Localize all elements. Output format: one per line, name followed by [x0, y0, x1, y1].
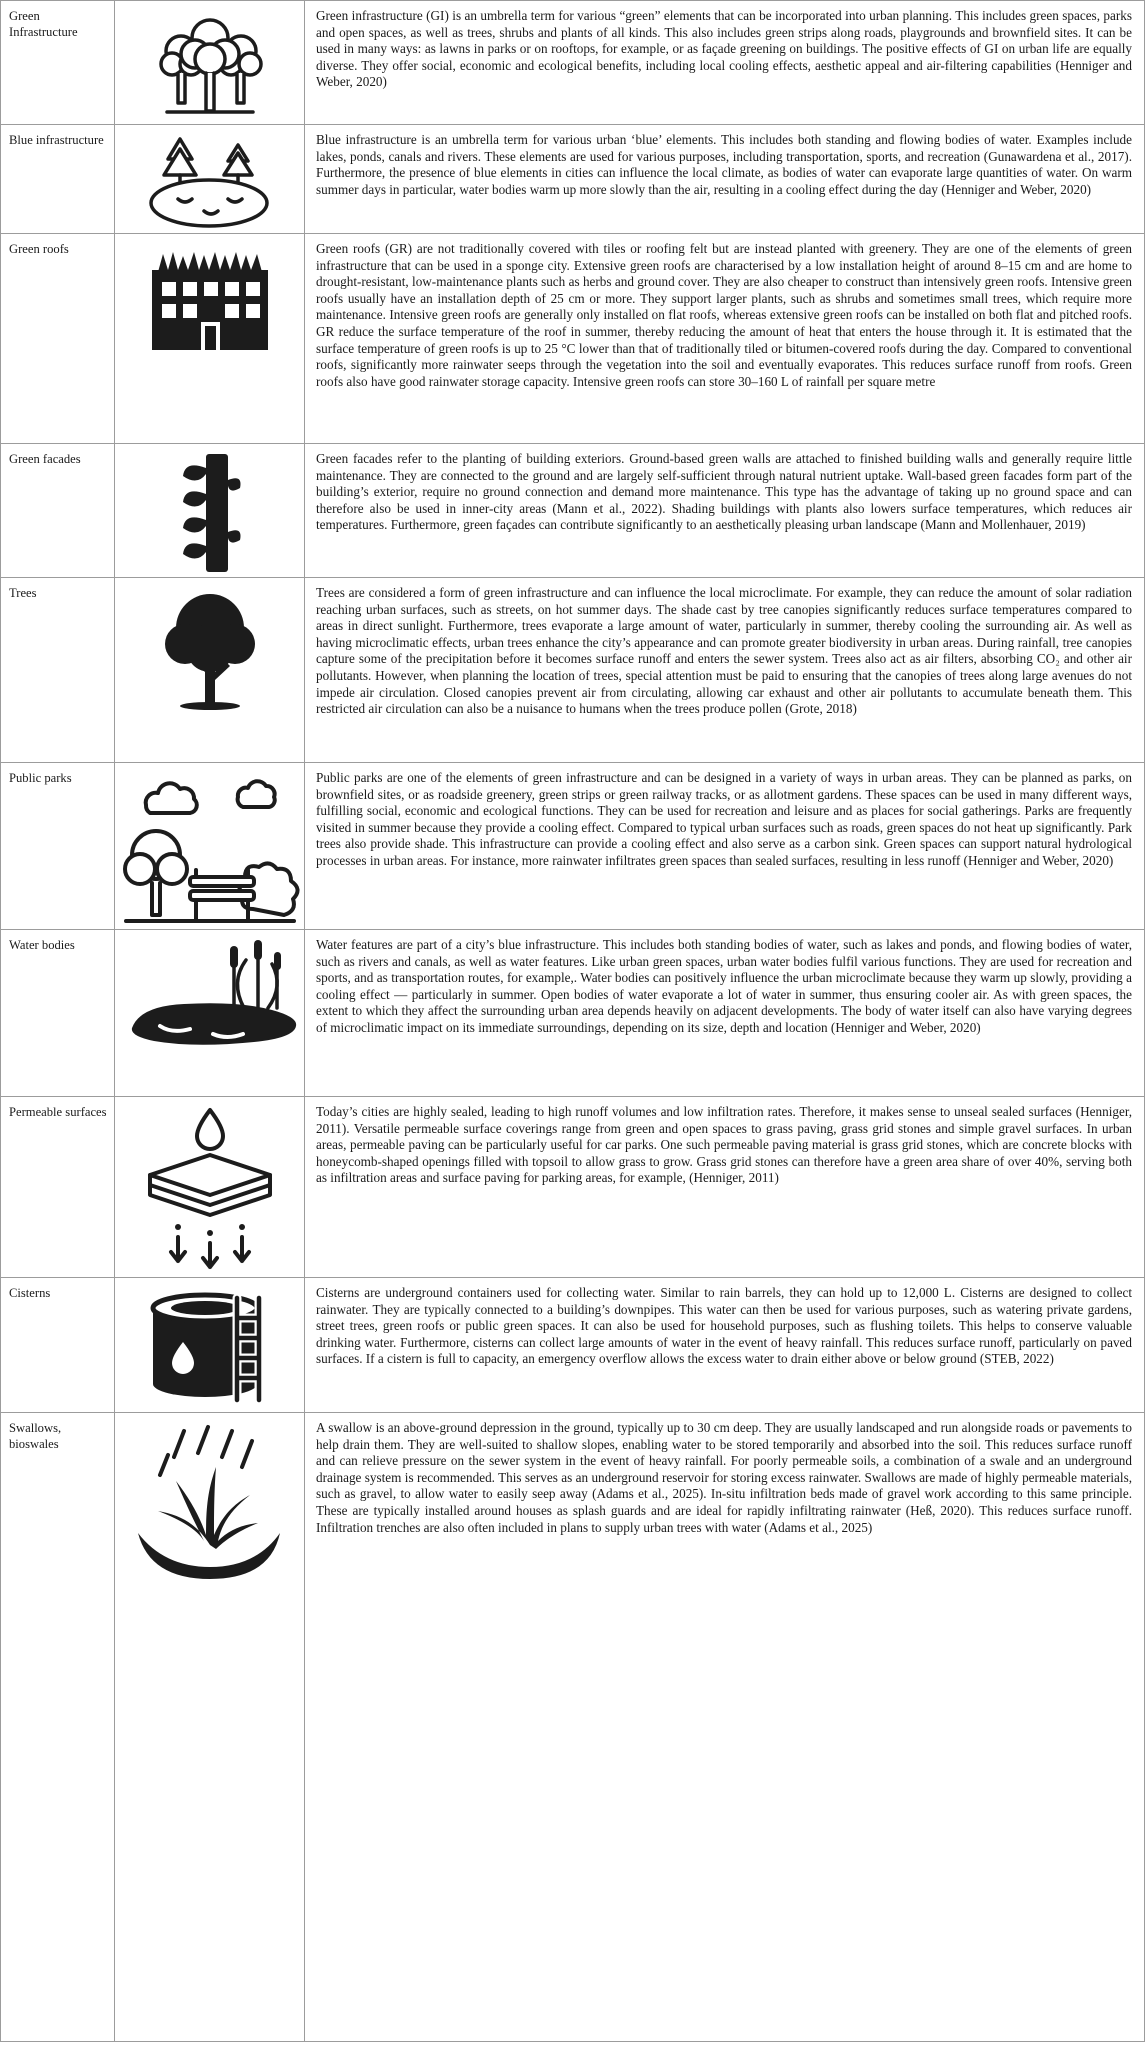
trees-icon [115, 1, 305, 124]
table-row-water-bodies [1, 929, 1144, 1096]
table-row-blue-infrastructure [1, 124, 1144, 233]
tree-solid-icon [115, 578, 305, 762]
row-label: Green roofs [1, 234, 115, 443]
pond-with-reeds-icon [115, 930, 305, 1096]
row-label: Trees [1, 578, 115, 762]
park-bench-icon [115, 763, 305, 929]
row-description: Green roofs (GR) are not traditionally covered with tiles or roofing felt but are instead planted with greenery. They are one of the elements of green infrastructure that can be used in a sponge city. Extensive green roofs are characterised by a low installation height of around 8–15 cm and are home to drought-resistant, low-maintenance plants such as herbs and ground cover. They are also cheaper to construct than intensively green roofs. Intensive green roofs usually have an installation depth of 25 cm or more. They support larger plants, such as shrubs and sometimes small trees, which require more maintenance. Intensive green roofs are generally only installed on flat roofs, whereas extensive green roofs can be installed on both flat and pitched roofs. GR reduce the surface temperature of the roof in summer, thereby reducing the amount of heat that enters the house through it. It is estimated that the surface temperature of green roofs is up to 25 °C lower than that of traditionally tiled or bitumen-covered roofs during the day. Compared to conventional roofs, significantly more rainwater seeps through the vegetation into the soil and eventually evaporates. This reduces surface runoff from roofs. Green roofs also have good rainwater storage capacity. Intensive green roofs can store 30–160 L of rainfall per square metre [316, 241, 1132, 389]
row-label: Green facades [1, 444, 115, 577]
table-row-trees [1, 577, 1144, 762]
row-description: Public parks are one of the elements of green infrastructure and can be designed in a variety of ways in urban areas. They can be planned as parks, on brownfield sites, or as roadside greenery, green strips or green railway tracks, or as allotment gardens. These spaces can be used in many different ways, fulfilling social, economic and ecological functions. They can be used for recreation and leisure and as places for social gatherings. Parks are frequently visited in summer because they provide a cooling effect. Compared to typical urban surfaces such as roads, green spaces do not heat up significantly. Park trees also provide shade. This infrastructure can provide a cooling effect and also serve as a carbon sink. Green spaces can support natural hydrological processes in urban areas. For instance, more rainwater infiltrates green spaces than sealed surfaces, resulting in less runoff (Henniger and Weber, 2020) [316, 770, 1132, 868]
permeable-layers-icon [115, 1097, 305, 1277]
row-description: Today’s cities are highly sealed, leading to high runoff volumes and low infiltration rates. Therefore, it makes sense to unseal sealed surfaces (Henniger, 2011). Versatile permeable surface coverings range from green and open spaces to grass paving, grass grid stones and simple gravel surfaces. In urban areas, permeable paving can be particularly useful for car parks. One such permeable paving material is grass grid stones, which are concrete blocks with honeycomb-shaped openings filled with topsoil to allow grass to grow. Grass grid stones can therefore have a green area share of over 40%, serving both as infiltration areas and surface paving for parking areas, for example, (Henniger, 2011) [316, 1104, 1132, 1186]
row-label: Green Infrastructure [1, 1, 115, 124]
swale-grass-rain-icon [115, 1413, 305, 2041]
row-label: Public parks [1, 763, 115, 929]
row-label: Permeable surfaces [1, 1097, 115, 1277]
green-facade-icon [115, 444, 305, 577]
row-label: Swallows, bioswales [1, 1413, 115, 2041]
table-row-cisterns [1, 1277, 1144, 1412]
row-description: Blue infrastructure is an umbrella term for various urban ‘blue’ elements. This includes both standing and flowing bodies of water. Examples include lakes, ponds, canals and rivers. These elements are used for various purposes, including transportation, sports, and recreation (Gunawardena et al., 2017). Furthermore, the presence of blue elements in cities can influence the local climate, as bodies of water can evaporate large quantities of water. On warm summer days in particular, water bodies warm up more slowly than the air, resulting in a cooling effect during the day (Henniger and Weber, 2020) [316, 132, 1132, 197]
pond-with-pines-icon [115, 125, 305, 233]
row-description: Cisterns are underground containers used for collecting water. Similar to rain barrels, they can hold up to 12,000 L. Cisterns are designed to collect rainwater. They are typically connected to a building’s downpipes. This water can then be used for various purposes, such as watering private gardens, street trees, green roofs or public green spaces. It can also be used for household purposes, such as flushing toilets. This helps to conserve valuable drinking water. Furthermore, cisterns can collect large amounts of water in the event of heavy rainfall. This reduces surface runoff, particularly on paved surfaces. If a cistern is full to capacity, an emergency overflow allows the excess water to drain either above or below ground (STEB, 2022) [316, 1285, 1132, 1367]
table-row-green-infrastructure [1, 1, 1144, 124]
green-roof-building-icon [115, 234, 305, 443]
table-row-green-facades [1, 443, 1144, 577]
row-description: A swallow is an above-ground depression in the ground, typically up to 30 cm deep. They are usually landscaped and run alongside roads or pavements to help drain them. They are well-suited to shallow slopes, enabling water to be stored temporarily and absorbed into the soil. This reduces surface runoff and can relieve pressure on the sewer system in the event of heavy rainfall. For poorly permeable soils, a combination of a swale and an underground drainage system is recommended. This serves as an underground reservoir for storing excess rainwater. Swallows are made of highly permeable materials, such as gravel, to allow water to easily seep away (Adams et al., 2025). In-situ infiltration beds made of gravel work according to this same principle. These are typically installed around houses as splash guards and are ideal for rapidly infiltrating rainwater (Heß, 2020). This reduces surface runoff. Infiltration trenches are also often included in plans to supply urban trees with water (Adams et al., 2025) [316, 1420, 1132, 1535]
table-row-green-roofs [1, 233, 1144, 443]
row-description: Water features are part of a city’s blue infrastructure. This includes both standing bodies of water, such as lakes and ponds, and flowing bodies of water, such as rivers and canals, as well as water features. Like urban green spaces, urban water bodies fulfil various functions. They are used for recreation and sports, and as transportation routes, for example,. Water bodies can positively influence the urban microclimate because they warm up slowly, providing a cooling effect — particularly in summer. Open bodies of water evaporate a lot of water in summer, thus ensuring cooler air. As with green spaces, the extent to which they affect the surrounding urban area depends heavily on adjacent developments. The body of water itself can also have varying degrees of microclimatic impact on its immediate surroundings, depending on its size, depth and location (Henniger and Weber, 2020) [316, 937, 1132, 1035]
table-row-public-parks [1, 762, 1144, 929]
row-label: Cisterns [1, 1278, 115, 1412]
cistern-barrel-icon [115, 1278, 305, 1412]
row-label: Water bodies [1, 930, 115, 1096]
row-label: Blue infrastructure [1, 125, 115, 233]
row-description: Green infrastructure (GI) is an umbrella term for various “green” elements that can be incorporated into urban planning. This includes green spaces, parks and open spaces, as well as trees, shrubs and plants of all kinds. This also includes green strips along roads, playgrounds and brownfield sites. It can be used in many ways: as lawns in parks or on rooftops, for example, or as façade greening on buildings. The positive effects of GI on urban life are equally diverse. They offer social, economic and ecological benefits, including local cooling effects, aesthetic appeal and air-filtering capabilities (Henniger and Weber, 2020) [316, 8, 1132, 90]
table-row-permeable-surfaces [1, 1096, 1144, 1277]
table-row-swallows-bioswales [1, 1412, 1144, 2041]
row-description: Trees are considered a form of green infrastructure and can influence the local microclimate. For example, they can reduce the amount of solar radiation reaching urban surfaces, such as streets, on hot summer days. The shade cast by tree canopies significantly reduces surface temperatures compared to areas in direct sunlight. Furthermore, trees evaporate a large amount of water, particularly in summer, thereby cooling the surrounding air. As well as having microclimatic effects, urban trees enhance the city’s appearance and can promote greater biodiversity in urban areas. During rainfall, tree canopies capture some of the precipitation before it becomes surface runoff and enters the sewer system. Trees also act as air filters, absorbing CO₂ and other air pollutants. However, when planning the location of trees, special attention must be paid to ensuring that the canopies of trees along large avenues do not impede air circulation. Closed canopies prevent air from circulating, allowing car exhaust and other air pollutants to accumulate beneath them. This restricted air circulation can also be a nuisance to humans when the trees produce pollen (Grote, 2018) [316, 585, 1132, 717]
row-description: Green facades refer to the planting of building exteriors. Ground-based green walls are attached to finished building walls and generally require little maintenance. They are connected to the ground and are largely self-sufficient through natural nutrient uptake. Wall-based green facades form part of the building’s exterior, require no ground connection and demand more maintenance. This type has the advantage of taking up no ground space and can therefore also be used in inner-city areas (Mann et al., 2022). Shading buildings with plants also lowers surface temperatures, which reduces air temperatures. Furthermore, green façades can contribute significantly to an aesthetically pleasing urban landscape (Mann and Mollenhauer, 2019) [316, 451, 1132, 533]
